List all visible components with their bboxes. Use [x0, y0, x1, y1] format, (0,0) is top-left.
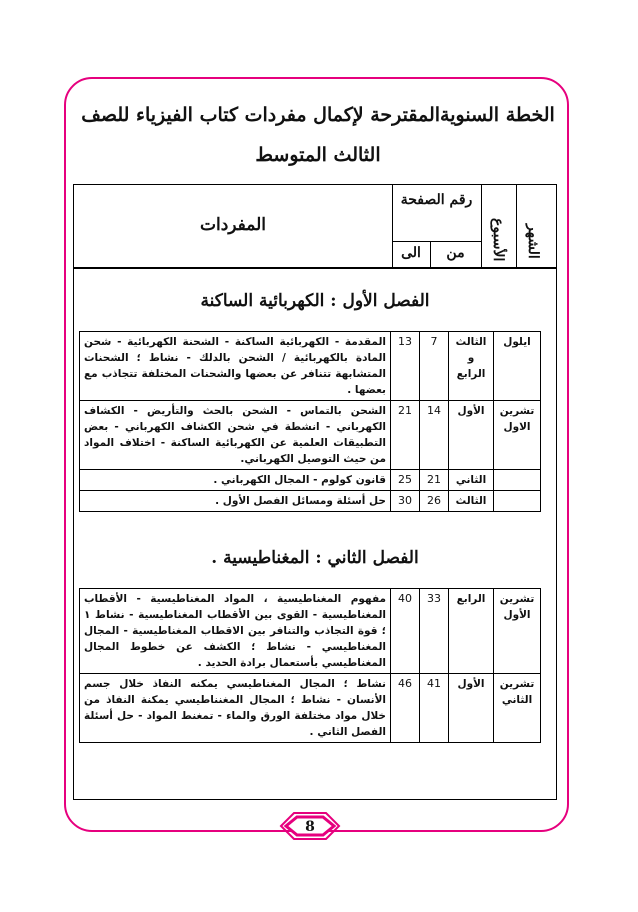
row-month: ايلول	[494, 332, 541, 401]
row-month: تشرين الأول	[494, 589, 541, 674]
row-month	[494, 491, 541, 512]
table-row	[80, 674, 541, 743]
table-row	[80, 401, 541, 470]
table-row	[80, 589, 541, 674]
row-from: 14	[420, 401, 449, 470]
header-page-number: رقم الصفحة	[400, 192, 473, 208]
row-month: تشرين الاول	[494, 401, 541, 470]
chapter-title: الفصل الثاني : المغناطيسية .	[211, 548, 419, 568]
row-week: الرابع	[449, 589, 494, 674]
row-to: 40	[391, 589, 420, 674]
page-title: الخطة السنويةالمقترحة لإكمال مفردات كتاب الفيزياء للصف الثالث المتوسط	[81, 104, 555, 166]
row-items: نشاط ؛ المجال المغناطيسي يمكنه النفاذ خلال جسم الأنسان - نشاط ؛ المجال المغنناطيسي يمكنة النفاذ من خلال مواد مختلفة الورق والماء - تمغنط المواد - حل أسئلة الفصل الثاني .	[80, 674, 391, 743]
row-to: 30	[391, 491, 420, 512]
row-to: 25	[391, 470, 420, 491]
table-row	[80, 470, 541, 491]
row-month	[494, 470, 541, 491]
row-from: 21	[420, 470, 449, 491]
row-from: 26	[420, 491, 449, 512]
row-from: 41	[420, 674, 449, 743]
row-week: الأول	[449, 674, 494, 743]
page-number-badge	[275, 805, 345, 847]
header-from: من	[446, 245, 465, 261]
row-week: الأول	[449, 401, 494, 470]
header-to: الى	[401, 245, 421, 261]
chapter-title: الفصل الأول : الكهربائية الساكنة	[200, 291, 430, 311]
row-items: المقدمة - الكهربائية الساكنة - الشحنة الكهربائية - شحن المادة بالكهربائية / الشحن بالدلك - نشاط ؛ الشحنات المتشابهة تتنافر عن بعضها والشحنات المختلفة تتجاذب مع بعضها .	[80, 332, 391, 401]
row-to: 13	[391, 332, 420, 401]
row-items: مفهوم المغناطيسية ، المواد المغناطيسية - الأقطاب المغناطيسية - القوى بين الأقطاب المغناطيسية - نشاط ١ ؛ قوة التجاذب والتنافر بين الاقطاب المغناطيسية - المجال المغناطيسي - نشاط ؛ الكشف عن خطوط المجال المغناطيسي بأستعمال برادة الحديد .	[80, 589, 391, 674]
row-from: 7	[420, 332, 449, 401]
header-month: الشهر	[525, 224, 541, 259]
row-to: 21	[391, 401, 420, 470]
row-from: 33	[420, 589, 449, 674]
header-week: الأسبوع	[490, 217, 506, 261]
chapter2-table	[79, 588, 541, 743]
row-items: الشحن بالتماس - الشحن بالحث والتأريض - الكشاف الكهرباني - انشطة في شحن الكشاف الكهرباني - بعض التطبيقات العلمية عن الكهربائية الساكنة - اختلاف المواد من حيث التوصيل الكهرباني.	[80, 401, 391, 470]
row-to: 46	[391, 674, 420, 743]
row-items: قانون كولوم - المجال الكهرباني .	[80, 470, 391, 491]
row-week: الثالث و الرابع	[449, 332, 494, 401]
row-month: تشرين الثاني	[494, 674, 541, 743]
table-header	[73, 184, 557, 268]
table-row	[80, 332, 541, 401]
row-week: الثاني	[449, 470, 494, 491]
chapter1-table	[79, 331, 541, 512]
table-row	[80, 491, 541, 512]
row-week: الثالث	[449, 491, 494, 512]
page-number: 8	[305, 819, 315, 835]
header-items: المفردات	[199, 215, 266, 235]
row-items: حل أسئلة ومسائل الفصل الأول .	[80, 491, 391, 512]
